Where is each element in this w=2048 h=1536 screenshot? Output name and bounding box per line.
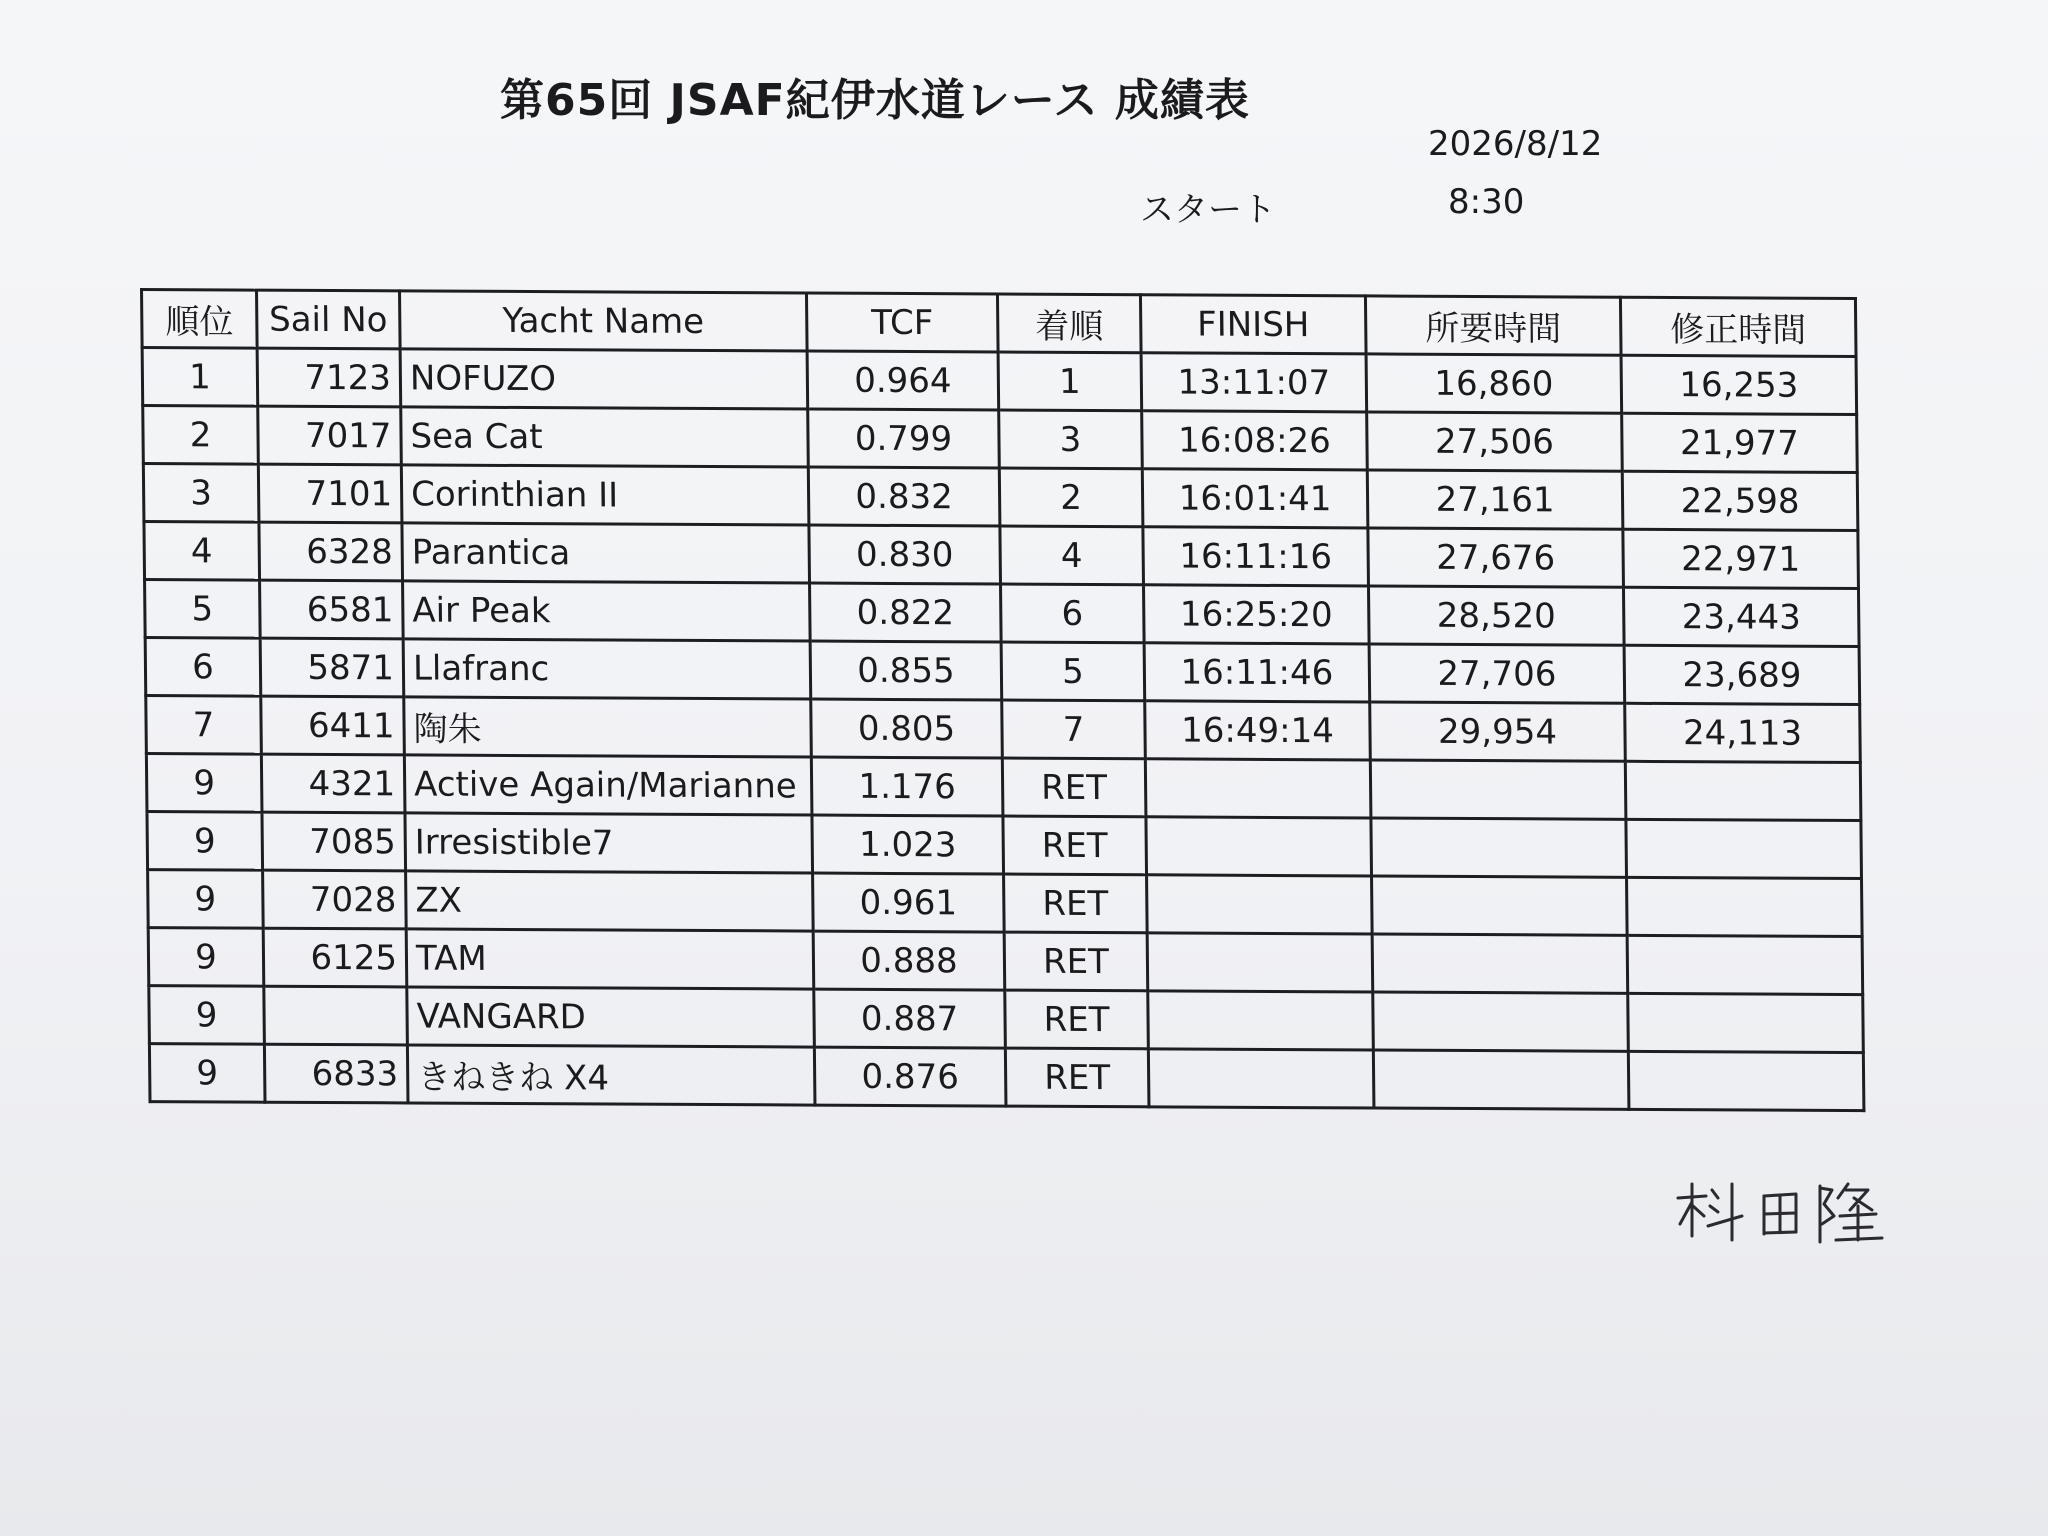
header-finish-time: FINISH (1140, 295, 1366, 354)
cell-rank: 9 (147, 812, 263, 871)
cell-finish-order: RET (1005, 1048, 1149, 1107)
cell-finish-time: 13:11:07 (1141, 353, 1367, 412)
cell-elapsed-time (1373, 992, 1629, 1051)
table-row (148, 870, 1863, 937)
start-time: 8:30 (1448, 182, 1525, 222)
cell-sail-no: 4321 (261, 754, 405, 813)
cell-sail-no (264, 986, 408, 1045)
cell-tcf: 0.961 (813, 873, 1005, 932)
cell-elapsed-time: 27,706 (1369, 644, 1625, 703)
table-row (143, 464, 1858, 531)
cell-rank: 4 (144, 522, 260, 581)
cell-rank: 3 (143, 464, 259, 523)
cell-rank: 9 (148, 928, 264, 987)
cell-corrected-time (1625, 761, 1861, 820)
cell-finish-order: 6 (1001, 584, 1145, 643)
cell-yacht-name: きねきね X4 (407, 1045, 815, 1105)
cell-tcf: 0.876 (814, 1047, 1006, 1106)
header-sail-no: Sail No (257, 290, 401, 349)
cell-tcf: 0.799 (808, 409, 1000, 468)
cell-sail-no: 7123 (257, 348, 401, 407)
cell-corrected-time (1626, 819, 1862, 878)
cell-elapsed-time (1372, 934, 1628, 993)
cell-sail-no: 7028 (263, 870, 407, 929)
cell-yacht-name: Air Peak (403, 581, 811, 641)
cell-finish-order: RET (1004, 932, 1148, 991)
cell-finish-order: RET (1003, 816, 1147, 875)
cell-sail-no: 5871 (260, 638, 404, 697)
results-table (140, 288, 1865, 1112)
cell-tcf: 0.855 (810, 641, 1002, 700)
cell-finish-time: 16:49:14 (1145, 701, 1371, 760)
cell-rank: 6 (145, 638, 261, 697)
race-date: 2026/8/12 (1428, 124, 1603, 164)
table-row (146, 754, 1861, 821)
start-label: スタート (1140, 190, 1276, 230)
cell-sail-no: 6581 (260, 580, 404, 639)
header-rank: 順位 (142, 290, 258, 349)
cell-tcf: 0.830 (809, 525, 1001, 584)
table-row (149, 986, 1864, 1053)
results-table-container (140, 288, 1865, 1112)
cell-corrected-time: 22,598 (1622, 471, 1858, 530)
cell-finish-order: 4 (1000, 526, 1144, 585)
table-row (148, 928, 1863, 995)
cell-finish-order: 3 (999, 410, 1143, 469)
cell-yacht-name: Parantica (402, 523, 810, 583)
cell-rank: 9 (148, 870, 264, 929)
cell-finish-time (1148, 991, 1374, 1050)
cell-elapsed-time: 27,506 (1367, 412, 1623, 471)
cell-finish-order: 2 (999, 468, 1143, 527)
results-body (142, 348, 1864, 1111)
cell-elapsed-time: 27,676 (1368, 528, 1624, 587)
cell-yacht-name: Irresistible7 (405, 813, 813, 873)
cell-rank: 1 (142, 348, 258, 407)
cell-elapsed-time: 28,520 (1368, 586, 1624, 645)
cell-corrected-time: 24,113 (1625, 703, 1861, 762)
cell-finish-order: 1 (998, 352, 1142, 411)
cell-finish-order: RET (1004, 874, 1148, 933)
table-row (142, 348, 1857, 415)
cell-elapsed-time (1371, 818, 1627, 877)
cell-yacht-name: Llafranc (403, 639, 811, 699)
cell-rank: 9 (149, 986, 265, 1045)
handwritten-signature (1672, 1176, 1892, 1246)
cell-yacht-name: NOFUZO (400, 349, 808, 409)
cell-yacht-name: Sea Cat (401, 407, 809, 467)
cell-corrected-time: 23,689 (1624, 645, 1860, 704)
cell-corrected-time: 16,253 (1621, 355, 1857, 414)
cell-elapsed-time: 27,161 (1367, 470, 1623, 529)
cell-corrected-time (1628, 1051, 1864, 1110)
cell-finish-order: RET (1002, 758, 1146, 817)
cell-elapsed-time (1370, 760, 1626, 819)
cell-finish-time: 16:11:46 (1144, 643, 1370, 702)
cell-finish-time (1147, 875, 1373, 934)
cell-tcf: 0.964 (807, 351, 999, 410)
cell-yacht-name: 陶朱 (404, 697, 812, 757)
header-finish-order: 着順 (997, 294, 1141, 353)
cell-finish-time (1148, 1049, 1374, 1108)
header-tcf: TCF (806, 293, 998, 352)
cell-rank: 5 (145, 580, 261, 639)
table-row (143, 406, 1858, 473)
cell-tcf: 0.805 (811, 699, 1003, 758)
cell-tcf: 1.023 (812, 815, 1004, 874)
cell-elapsed-time (1373, 1050, 1629, 1109)
cell-corrected-time: 23,443 (1623, 587, 1859, 646)
cell-sail-no: 6411 (261, 696, 405, 755)
cell-tcf: 0.888 (813, 931, 1005, 990)
cell-elapsed-time: 29,954 (1370, 702, 1626, 761)
cell-yacht-name: Active Again/Marianne (404, 755, 812, 815)
cell-corrected-time (1627, 877, 1863, 936)
cell-rank: 7 (146, 696, 262, 755)
cell-finish-time (1145, 759, 1371, 818)
table-row (146, 696, 1861, 763)
table-row (147, 812, 1862, 879)
table-row (149, 1044, 1864, 1111)
cell-finish-order: 7 (1002, 700, 1146, 759)
cell-finish-time: 16:11:16 (1143, 527, 1369, 586)
header-corrected-time: 修正時間 (1620, 297, 1856, 356)
table-row (145, 580, 1860, 647)
header-elapsed-time: 所要時間 (1365, 296, 1621, 355)
cell-corrected-time (1627, 935, 1863, 994)
cell-finish-order: RET (1005, 990, 1149, 1049)
cell-sail-no: 6125 (263, 928, 407, 987)
cell-sail-no: 6833 (264, 1044, 408, 1103)
cell-sail-no: 6328 (259, 522, 403, 581)
cell-tcf: 0.832 (808, 467, 1000, 526)
table-header-row (142, 290, 1857, 357)
table-row (144, 522, 1859, 589)
cell-yacht-name: Corinthian II (401, 465, 809, 525)
cell-yacht-name: ZX (406, 871, 814, 931)
cell-rank: 9 (146, 754, 262, 813)
cell-sail-no: 7085 (262, 812, 406, 871)
cell-sail-no: 7017 (258, 406, 402, 465)
cell-finish-order: 5 (1001, 642, 1145, 701)
header-yacht-name: Yacht Name (400, 291, 808, 351)
cell-corrected-time (1628, 993, 1864, 1052)
sheet-title: 第65回 JSAF紀伊水道レース 成績表 (500, 75, 1250, 126)
cell-yacht-name: TAM (406, 929, 814, 989)
table-row (145, 638, 1860, 705)
cell-yacht-name: VANGARD (407, 987, 815, 1047)
cell-corrected-time: 22,971 (1623, 529, 1859, 588)
cell-finish-time (1147, 933, 1373, 992)
cell-finish-time (1146, 817, 1372, 876)
cell-rank: 2 (143, 406, 259, 465)
cell-finish-time: 16:01:41 (1142, 469, 1368, 528)
cell-tcf: 0.887 (814, 989, 1006, 1048)
cell-rank: 9 (149, 1044, 265, 1103)
cell-tcf: 0.822 (810, 583, 1002, 642)
cell-finish-time: 16:08:26 (1142, 411, 1368, 470)
cell-elapsed-time (1372, 876, 1628, 935)
cell-elapsed-time: 16,860 (1366, 354, 1622, 413)
cell-tcf: 1.176 (811, 757, 1003, 816)
cell-corrected-time: 21,977 (1622, 413, 1858, 472)
cell-finish-time: 16:25:20 (1143, 585, 1369, 644)
cell-sail-no: 7101 (258, 464, 402, 523)
